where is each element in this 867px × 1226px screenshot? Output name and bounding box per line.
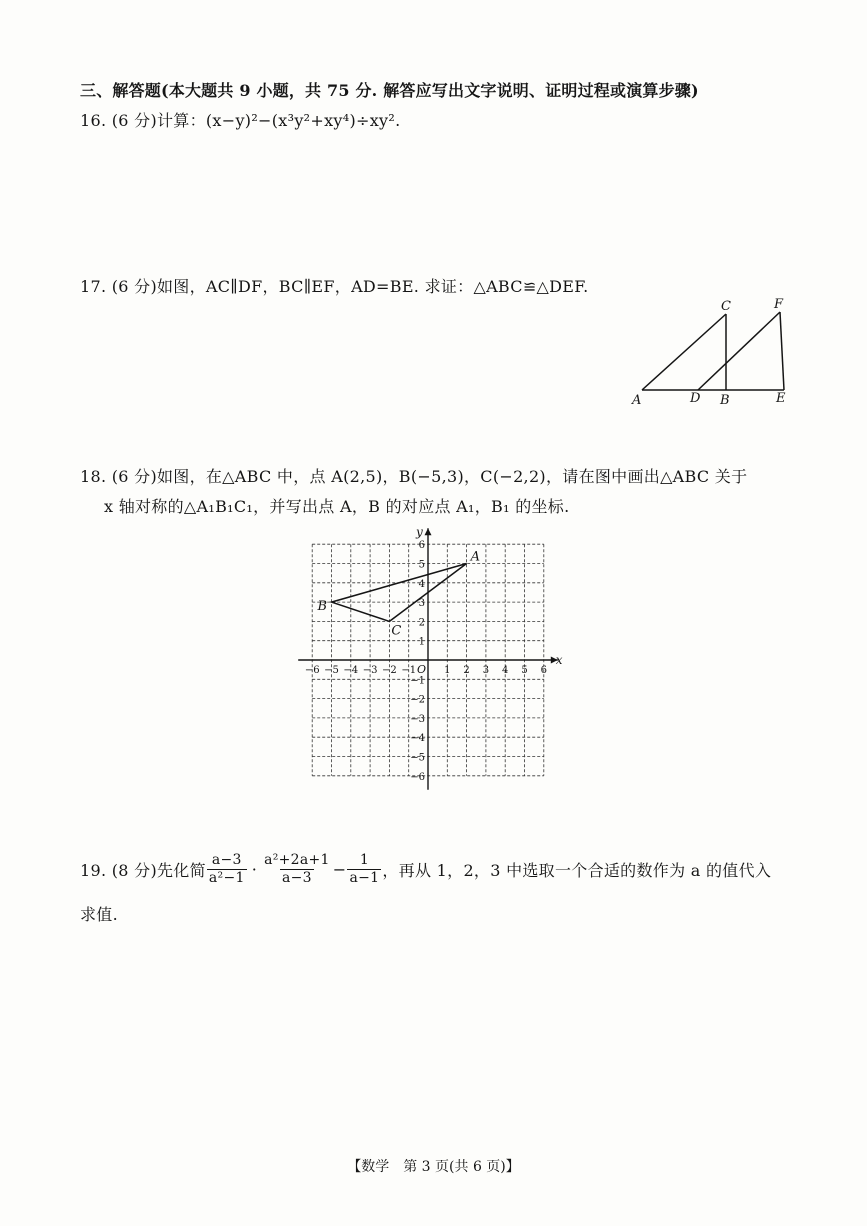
x-tick-label: −1 bbox=[401, 665, 417, 676]
question-16: 16. (6 分)计算：(x−y)²−(x³y²+xy⁴)÷xy². bbox=[80, 111, 401, 130]
q19-dot: · bbox=[251, 860, 258, 879]
x-tick-label: 4 bbox=[502, 665, 509, 676]
y-tick-label: −3 bbox=[410, 713, 425, 725]
point-label-B: B bbox=[317, 599, 328, 615]
point-label-C: C bbox=[391, 623, 402, 639]
label-D: D bbox=[690, 391, 701, 406]
y-tick-label: −2 bbox=[410, 694, 425, 706]
coordinate-grid bbox=[295, 514, 575, 804]
x-tick-label: −5 bbox=[324, 665, 339, 676]
question-19-line1 bbox=[80, 852, 771, 887]
y-tick-label: 3 bbox=[418, 598, 425, 610]
q19-frac1-numerator: a−3 bbox=[211, 852, 242, 868]
label-E: E bbox=[776, 391, 786, 406]
y-tick-label: −4 bbox=[410, 733, 425, 745]
q19-minus: − bbox=[332, 860, 347, 879]
x-tick-label: 5 bbox=[521, 665, 528, 676]
question-17: 17. (6 分)如图，AC∥DF，BC∥EF，AD=BE. 求证：△ABC≌△DEF. bbox=[80, 277, 589, 296]
y-tick-label: −6 bbox=[410, 771, 425, 783]
label-F: F bbox=[774, 297, 784, 312]
section-title: 三、解答题(本大题共 9 小题，共 75 分. 解答应写出文字说明、证明过程或演算步骤) bbox=[80, 81, 699, 100]
label-C: C bbox=[721, 299, 731, 314]
y-tick-label: 2 bbox=[418, 617, 425, 629]
q19-fraction-2 bbox=[262, 852, 332, 887]
x-tick-label: 6 bbox=[540, 665, 547, 676]
label-A: A bbox=[632, 393, 642, 408]
question-18-line1: 18. (6 分)如图，在△ABC 中，点 A(2,5)，B(−5,3)，C(−2,2)，请在图中画出△ABC 关于 bbox=[80, 467, 748, 486]
line-FE bbox=[780, 312, 784, 390]
line-AC bbox=[642, 314, 726, 390]
y-axis-arrow bbox=[425, 528, 432, 535]
x-tick-label: 3 bbox=[482, 665, 490, 676]
q19-frac3-numerator: 1 bbox=[359, 852, 370, 868]
question-18-line2: x 轴对称的△A₁B₁C₁，并写出点 A，B 的对应点 A₁，B₁ 的坐标. bbox=[104, 497, 570, 516]
x-tick-label: −4 bbox=[343, 665, 359, 676]
line-DF bbox=[698, 312, 780, 390]
y-tick-label: 5 bbox=[418, 559, 425, 571]
label-B: B bbox=[720, 393, 730, 408]
x-axis-label: x bbox=[555, 653, 563, 667]
grid-tick-labels bbox=[305, 540, 547, 783]
y-tick-label: 4 bbox=[418, 578, 425, 590]
x-tick-label: 1 bbox=[444, 665, 451, 676]
y-tick-label: 6 bbox=[418, 540, 425, 552]
x-tick-label: −3 bbox=[362, 665, 378, 676]
question-19-line2: 求值. bbox=[80, 905, 118, 924]
x-tick-label: −2 bbox=[382, 665, 397, 676]
q19-frac3-denominator: a−1 bbox=[349, 870, 380, 886]
q19-frac1-denominator: a²−1 bbox=[208, 870, 245, 886]
y-tick-label: 1 bbox=[418, 636, 425, 648]
q17-figure bbox=[628, 292, 798, 410]
q19-fraction-1 bbox=[207, 852, 247, 887]
triangle-outline bbox=[332, 564, 467, 622]
q19-frac2-denominator: a−3 bbox=[281, 870, 312, 886]
page-footer: 【数学 第 3 页(共 6 页)】 bbox=[347, 1159, 520, 1175]
grid-axes bbox=[298, 525, 563, 790]
y-tick-label: −5 bbox=[410, 752, 425, 764]
q19-prefix: 19. (8 分)先化简 bbox=[80, 861, 206, 880]
y-axis-label: y bbox=[416, 525, 423, 540]
y-tick-label: −1 bbox=[410, 675, 425, 687]
triangle-ABC bbox=[317, 550, 480, 639]
x-tick-label: 2 bbox=[463, 665, 470, 676]
point-label-A: A bbox=[470, 549, 480, 565]
q19-frac2-numerator: a²+2a+1 bbox=[264, 852, 330, 868]
q19-suffix: ，再从 1，2，3 中选取一个合适的数作为 a 的值代入 bbox=[382, 861, 772, 880]
x-tick-label: −6 bbox=[304, 665, 320, 676]
q19-fraction-3 bbox=[347, 852, 381, 887]
origin-label: O bbox=[417, 663, 427, 676]
